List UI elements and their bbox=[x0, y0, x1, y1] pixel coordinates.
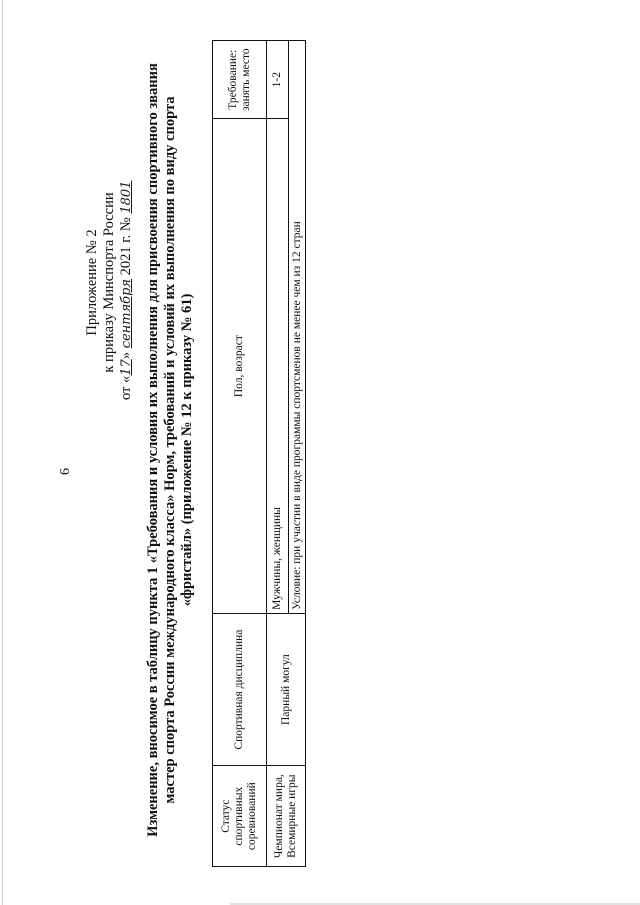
annex-order-ref: к приказу Минспорта России bbox=[101, 192, 117, 373]
norms-table bbox=[212, 40, 306, 867]
header-requirement: Требование: занять место bbox=[213, 41, 267, 119]
annex-header bbox=[84, 100, 135, 400]
date-mid: » bbox=[118, 351, 134, 360]
annex-title: Приложение № 2 bbox=[84, 229, 100, 336]
title-line-2: мастер спорта России международного класса» Норм, требований и условий их выполнения по виду спорта bbox=[162, 96, 178, 804]
document-title bbox=[145, 35, 196, 865]
cell-status: Чемпионат мира, Всемирные игры bbox=[267, 766, 306, 867]
header-discipline: Спортивная дисциплина bbox=[213, 613, 267, 766]
cell-sex-age: Мужчины, женщины bbox=[267, 119, 289, 613]
title-line-1: Изменение, вносимое в таблицу пункта 1 «Требования и условия их выполнения для присвоения спортивного звания bbox=[145, 63, 161, 837]
date-year: 2021 г. № bbox=[118, 217, 134, 276]
cell-discipline: Парный могул bbox=[267, 613, 306, 766]
cell-condition: Условие: при участии в виде программы спортсменов не менее чем из 12 стран bbox=[289, 41, 306, 614]
date-prefix: от « bbox=[118, 375, 134, 400]
cell-requirement: 1-2 bbox=[267, 41, 289, 119]
page-number: 6 bbox=[58, 468, 73, 475]
header-sex-age: Пол, возраст bbox=[213, 119, 267, 613]
date-month-handwritten: сентября bbox=[119, 278, 134, 349]
annex-date-line bbox=[118, 100, 135, 400]
table-row bbox=[267, 41, 289, 867]
date-day-handwritten: 17 bbox=[119, 359, 134, 376]
order-number-handwritten: 1801 bbox=[119, 180, 134, 214]
header-status: Статус спортивных соревнований bbox=[213, 766, 267, 867]
table-header-row bbox=[213, 41, 267, 867]
title-line-3: «фристайл» (приложение № 12 к приказу № 61) bbox=[179, 293, 195, 607]
